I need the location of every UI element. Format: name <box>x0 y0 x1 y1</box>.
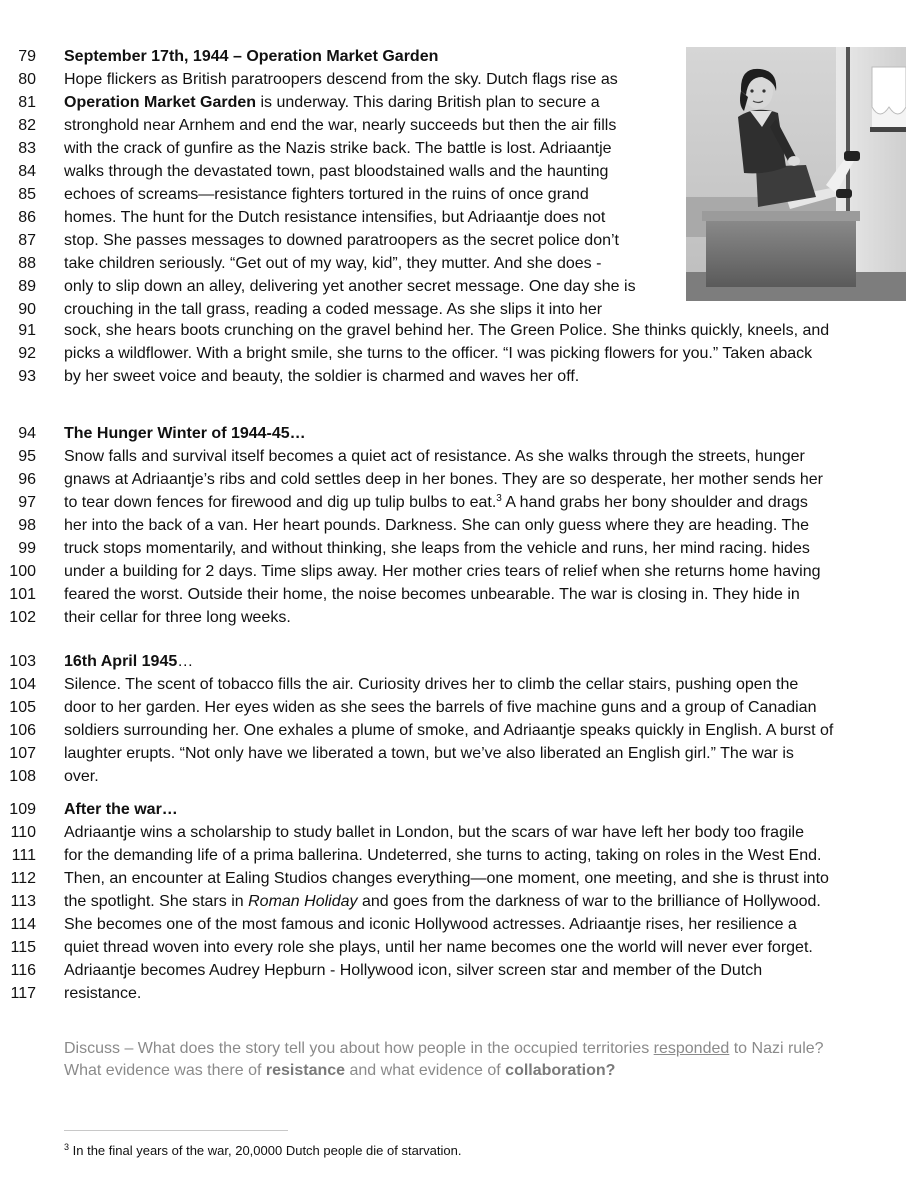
line-number: 111 <box>11 847 36 864</box>
line-text <box>64 823 804 843</box>
line-segment: Then, an encounter at Ealing Studios changes everything—one moment, one meeting, and she is thrust into <box>64 870 829 887</box>
line-segment: picks a wildflower. With a bright smile, she turns to the officer. “I was picking flowers for you.” Taken aback <box>64 345 813 362</box>
line-segment: and goes from the darkness of war to the brilliance of Hollywood. <box>357 893 821 910</box>
heading-text: September 17th, 1944 – Operation Market Garden <box>64 48 439 65</box>
line-segment: truck stops momentarily, and without thinking, she leaps from the vehicle and runs, her mind racing. hides <box>64 540 810 557</box>
line-text <box>64 47 438 67</box>
line-number: 84 <box>18 163 36 180</box>
discuss-line-1: Discuss – What does the story tell you about how people in the occupied territories responded to Nazi rule? <box>64 1040 824 1057</box>
line-text <box>64 93 600 113</box>
line-number: 90 <box>18 301 36 318</box>
line-segment: homes. The hunt for the Dutch resistance intensifies, but Adriaantje does not <box>64 209 606 226</box>
line-segment: stronghold near Arnhem and end the war, nearly succeeds but then the air fills <box>64 117 617 134</box>
line-segment: echoes of screams—resistance fighters tortured in the ruins of once grand <box>64 186 589 203</box>
line-text <box>64 698 816 718</box>
line-segment: is underway. This daring British plan to secure a <box>256 94 600 111</box>
line-number: 92 <box>18 345 36 362</box>
line-text <box>64 652 193 672</box>
line-text <box>64 447 805 467</box>
girl-sitting-photo <box>686 47 906 301</box>
discuss-line-2: What evidence was there of resistance and what evidence of collaboration? <box>64 1062 616 1079</box>
line-text <box>64 938 813 958</box>
line-text <box>64 254 601 274</box>
line-number: 106 <box>9 722 36 739</box>
line-text <box>64 116 616 136</box>
line-number: 99 <box>18 540 36 557</box>
line-number: 98 <box>18 517 36 534</box>
line-number: 107 <box>9 745 36 762</box>
heading-text: 16th April 1945 <box>64 653 178 670</box>
line-number: 85 <box>18 186 36 203</box>
heading-text: Operation Market Garden <box>64 94 257 111</box>
line-text <box>64 744 794 764</box>
line-text <box>64 493 808 513</box>
line-number: 93 <box>18 368 36 385</box>
line-number: 95 <box>18 448 36 465</box>
line-number: 113 <box>10 893 36 910</box>
line-segment: Roman Holiday <box>248 893 358 910</box>
line-text <box>64 721 833 741</box>
line-number: 91 <box>18 322 36 339</box>
line-text <box>64 892 821 912</box>
line-number: 103 <box>9 653 36 670</box>
line-text <box>64 961 762 981</box>
line-segment: resistance. <box>64 985 142 1002</box>
line-segment: quiet thread woven into every role she plays, until her name becomes one the world will never ever forget. <box>64 939 813 956</box>
line-segment: only to slip down an alley, delivering yet another secret message. One day she is <box>64 278 636 295</box>
line-number: 114 <box>10 916 36 933</box>
line-text <box>64 344 812 364</box>
line-number: 115 <box>10 939 36 956</box>
line-segment: … <box>177 653 194 670</box>
line-text <box>64 321 829 341</box>
line-number: 101 <box>9 586 36 603</box>
line-text <box>64 470 823 490</box>
line-number: 80 <box>18 71 36 88</box>
line-segment: take children seriously. “Get out of my way, kid”, they mutter. And she does - <box>64 255 602 272</box>
line-text <box>64 562 821 582</box>
line-number: 83 <box>18 140 36 157</box>
line-text <box>64 608 291 628</box>
line-number: 105 <box>9 699 36 716</box>
line-segment: to tear down fences for firewood and dig up tulip bulbs to eat. <box>64 494 497 511</box>
photo-illustration <box>686 47 906 301</box>
line-segment: under a building for 2 days. Time slips away. Her mother cries tears of relief when she returns home having <box>64 563 821 580</box>
line-number: 97 <box>18 494 36 511</box>
line-segment: sock, she hears boots crunching on the gravel behind her. The Green Police. She thinks quickly, kneels, and <box>64 322 830 339</box>
line-text <box>64 800 178 820</box>
line-text <box>64 162 608 182</box>
line-number: 86 <box>18 209 36 226</box>
line-text <box>64 231 619 251</box>
line-number: 87 <box>18 232 36 249</box>
line-text <box>64 139 612 159</box>
line-segment: stop. She passes messages to downed paratroopers as the secret police don’t <box>64 232 619 249</box>
footnote <box>64 1142 461 1160</box>
line-text <box>64 424 306 444</box>
line-number: 79 <box>18 48 36 65</box>
line-segment: with the crack of gunfire as the Nazis strike back. The battle is lost. Adriaantje <box>64 140 612 157</box>
footnote-text: In the final years of the war, 20,0000 Dutch people die of starvation. <box>69 1143 462 1158</box>
line-text <box>64 208 605 228</box>
line-text <box>64 869 829 889</box>
line-number: 110 <box>10 824 36 841</box>
line-number: 96 <box>18 471 36 488</box>
line-number: 109 <box>9 801 36 818</box>
line-segment: She becomes one of the most famous and iconic Hollywood actresses. Adriaantje rises, her resilience a <box>64 916 797 933</box>
line-text <box>64 539 810 559</box>
line-number: 100 <box>9 563 36 580</box>
line-segment: gnaws at Adriaantje’s ribs and cold settles deep in her bones. They are so desperate, her mother sends her <box>64 471 823 488</box>
line-text <box>64 367 579 387</box>
line-segment: the spotlight. She stars in <box>64 893 249 910</box>
line-text <box>64 767 99 787</box>
line-segment: feared the worst. Outside their home, the noise becomes unbearable. The war is closing in. They hide in <box>64 586 800 603</box>
line-number: 81 <box>18 94 36 111</box>
line-number: 116 <box>10 962 36 979</box>
line-segment: Adriaantje wins a scholarship to study ballet in London, but the scars of war have left her body too fragile <box>64 824 804 841</box>
line-segment: Adriaantje becomes Audrey Hepburn - Hollywood icon, silver screen star and member of the Dutch <box>64 962 763 979</box>
line-number: 108 <box>9 768 36 785</box>
line-segment: walks through the devastated town, past bloodstained walls and the haunting <box>64 163 609 180</box>
line-segment: soldiers surrounding her. One exhales a plume of smoke, and Adriaantje speaks quickly in English. A burst of <box>64 722 834 739</box>
line-number: 89 <box>18 278 36 295</box>
line-segment: over. <box>64 768 99 785</box>
line-text <box>64 675 798 695</box>
footnote-separator <box>64 1130 288 1131</box>
line-text <box>64 277 636 297</box>
line-text <box>64 846 821 866</box>
line-text <box>64 185 589 205</box>
line-segment: her into the back of a van. Her heart pounds. Darkness. She can only guess where they are heading. The <box>64 517 810 534</box>
line-text <box>64 516 809 536</box>
line-text <box>64 585 800 605</box>
line-number: 88 <box>18 255 36 272</box>
line-text <box>64 984 141 1004</box>
line-segment: A hand grabs her bony shoulder and drags <box>501 494 808 511</box>
line-segment: crouching in the tall grass, reading a coded message. As she slips it into her <box>64 301 603 318</box>
line-number: 102 <box>9 609 36 626</box>
line-segment: their cellar for three long weeks. <box>64 609 291 626</box>
line-number: 117 <box>10 985 36 1002</box>
line-text <box>64 915 797 935</box>
line-text <box>64 70 618 90</box>
footnote-mark: 3 <box>64 1142 70 1152</box>
line-segment: door to her garden. Her eyes widen as she sees the barrels of five machine guns and a group of Canadian <box>64 699 817 716</box>
line-number: 94 <box>18 425 36 442</box>
line-number: 82 <box>18 117 36 134</box>
line-number: 104 <box>9 676 36 693</box>
line-segment: Snow falls and survival itself becomes a quiet act of resistance. As she walks through the streets, hunger <box>64 448 805 465</box>
line-segment: for the demanding life of a prima ballerina. Undeterred, she turns to acting, taking on roles in the West End. <box>64 847 822 864</box>
heading-text: After the war… <box>64 801 178 818</box>
line-number: 112 <box>10 870 36 887</box>
footnote-reference: 3 <box>496 493 502 504</box>
line-segment: Hope flickers as British paratroopers descend from the sky. Dutch flags rise as <box>64 71 618 88</box>
line-segment: laughter erupts. “Not only have we liberated a town, but we’ve also liberated an English girl.” The war is <box>64 745 794 762</box>
line-text <box>64 300 602 320</box>
line-segment: Silence. The scent of tobacco fills the air. Curiosity drives her to climb the cellar stairs, pushing open the <box>64 676 799 693</box>
line-segment: by her sweet voice and beauty, the soldier is charmed and waves her off. <box>64 368 580 385</box>
heading-text: The Hunger Winter of 1944-45… <box>64 425 306 442</box>
